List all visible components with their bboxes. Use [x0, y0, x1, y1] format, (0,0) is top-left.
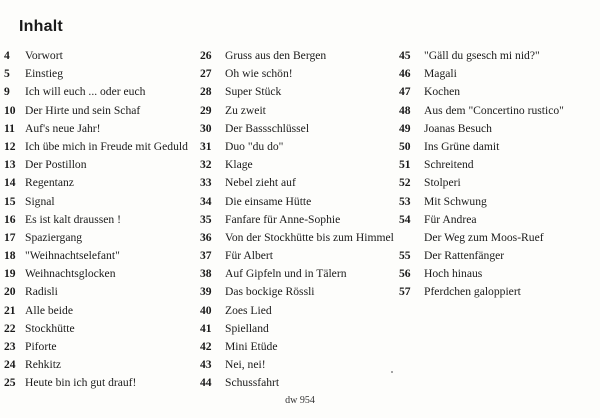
toc-entry — [200, 302, 400, 320]
page-number: 38 — [200, 267, 212, 281]
piece-title: Aus dem "Concertino rustico" — [424, 103, 564, 117]
piece-title: Ich will euch ... oder euch — [25, 85, 146, 99]
toc-column-2 — [200, 47, 400, 393]
page-number: 53 — [399, 194, 411, 208]
page-number: 36 — [200, 230, 212, 244]
piece-title: Mit Schwung — [424, 194, 487, 208]
piece-title: Ins Grüne damit — [424, 139, 500, 153]
piece-title: Regentanz — [25, 176, 74, 190]
toc-column-3 — [399, 47, 599, 302]
page-number: 45 — [399, 49, 411, 62]
piece-title: Auf Gipfeln und in Tälern — [225, 267, 347, 281]
piece-title: Der Hirte und sein Schaf — [25, 103, 141, 117]
page-number: 40 — [200, 303, 212, 317]
page-number: 51 — [399, 158, 411, 172]
piece-title: Magali — [424, 67, 457, 81]
page-number: 39 — [200, 285, 212, 299]
toc-entry — [4, 338, 194, 356]
page-number: 18 — [4, 249, 16, 263]
piece-title: Es ist kalt draussen ! — [25, 212, 121, 226]
toc-entry — [4, 174, 194, 192]
piece-title: Die einsame Hütte — [225, 194, 312, 208]
toc-entry — [200, 65, 400, 83]
toc-entry — [200, 374, 400, 392]
piece-title: Oh wie schön! — [225, 67, 293, 81]
page-number: 32 — [200, 158, 212, 172]
toc-entry — [4, 302, 194, 320]
piece-title: Signal — [25, 194, 55, 208]
toc-entry — [4, 102, 194, 120]
page-number: 28 — [200, 85, 212, 99]
toc-entry — [200, 120, 400, 138]
piece-title: Von der Stockhütte bis zum Himmel — [225, 230, 394, 244]
piece-title: Spielland — [225, 321, 269, 335]
toc-entry — [200, 338, 400, 356]
toc-entry — [200, 174, 400, 192]
piece-title: Schreitend — [424, 158, 474, 172]
piece-title: Der Weg zum Moos-Ruef — [424, 230, 544, 244]
page-number: 48 — [399, 103, 411, 117]
toc-entry — [200, 320, 400, 338]
page-number: 30 — [200, 121, 212, 135]
piece-title: Der Postillon — [25, 158, 87, 172]
toc-entry — [200, 265, 400, 283]
toc-entry — [399, 283, 599, 301]
piece-title: Der Bassschlüssel — [225, 121, 310, 135]
page-number: 15 — [4, 194, 16, 208]
page-number: 56 — [399, 267, 411, 281]
page-number: 49 — [399, 121, 411, 135]
page-number: 34 — [200, 194, 212, 208]
page-number: 26 — [200, 49, 212, 62]
page-number: 31 — [200, 139, 212, 153]
piece-title: Rehkitz — [25, 358, 62, 372]
page-number: 55 — [399, 249, 411, 263]
page-number: 19 — [4, 267, 16, 281]
toc-entry — [399, 65, 599, 83]
piece-title: Pferdchen galoppiert — [424, 285, 521, 299]
page-number: 27 — [200, 67, 212, 81]
paper-speck — [391, 371, 393, 373]
page-number: 12 — [4, 139, 16, 153]
page-title: Inhalt — [19, 18, 63, 35]
toc-entry — [4, 374, 194, 392]
piece-title: Stockhütte — [25, 321, 75, 335]
toc-entry — [399, 211, 599, 229]
piece-title: Spaziergang — [25, 230, 83, 244]
page-number: 52 — [399, 176, 411, 190]
piece-title: Piforte — [25, 340, 57, 353]
toc-column-1 — [4, 47, 194, 393]
page-number: 29 — [200, 103, 212, 117]
toc-entry — [4, 65, 194, 83]
piece-title: Heute bin ich gut drauf! — [25, 376, 137, 390]
piece-title: Klage — [225, 158, 253, 172]
toc-entry — [200, 283, 400, 301]
page-number: 17 — [4, 230, 16, 244]
page-number: 25 — [4, 376, 16, 390]
piece-title: Kochen — [424, 85, 461, 99]
piece-title: Das bockige Rössli — [225, 285, 315, 299]
toc-entry — [399, 120, 599, 138]
toc-entry — [200, 83, 400, 101]
toc-entry — [399, 156, 599, 174]
piece-title: Zu zweit — [225, 103, 266, 117]
piece-title: Alle beide — [25, 303, 73, 317]
toc-entry — [399, 247, 599, 265]
page-number: 21 — [4, 303, 16, 317]
toc-entry — [4, 156, 194, 174]
toc-entry — [399, 83, 599, 101]
page-number: 54 — [399, 212, 411, 226]
toc-entry — [4, 229, 194, 247]
toc-entry — [399, 174, 599, 192]
page-number: 5 — [4, 67, 10, 81]
piece-title: Ich übe mich in Freude mit Geduld — [25, 139, 188, 153]
piece-title: "Gäll du gsesch mi nid?" — [424, 49, 540, 62]
toc-entry — [4, 283, 194, 301]
piece-title: Einstieg — [25, 67, 63, 81]
page-number: 9 — [4, 85, 10, 99]
toc-entry — [4, 265, 194, 283]
toc-entry — [4, 193, 194, 211]
piece-title: Joanas Besuch — [424, 121, 492, 135]
piece-title: Nei, nei! — [225, 358, 266, 372]
page-number: 13 — [4, 158, 16, 172]
page-number: 23 — [4, 340, 16, 353]
piece-title: Radisli — [25, 285, 58, 299]
toc-entry — [399, 47, 599, 65]
toc-entry — [4, 356, 194, 374]
piece-title: Duo "du do" — [225, 139, 284, 153]
page-number: 57 — [399, 285, 411, 299]
toc-entry — [399, 193, 599, 211]
page-number: 20 — [4, 285, 16, 299]
piece-title: Vorwort — [25, 49, 63, 62]
piece-title: Der Rattenfänger — [424, 249, 505, 263]
toc-entry — [200, 102, 400, 120]
toc-entry — [4, 120, 194, 138]
toc-entry — [200, 211, 400, 229]
piece-title: Für Andrea — [424, 212, 477, 226]
page-number: 14 — [4, 176, 16, 190]
toc-entry — [200, 138, 400, 156]
toc-entry — [200, 47, 400, 65]
page-number: 44 — [200, 376, 212, 390]
piece-title: Auf's neue Jahr! — [25, 121, 101, 135]
page-number: 33 — [200, 176, 212, 190]
piece-title: Weihnachtsglocken — [25, 267, 116, 281]
page-number: 50 — [399, 139, 411, 153]
toc-entry — [4, 247, 194, 265]
toc-entry — [399, 265, 599, 283]
piece-title: Gruss aus den Bergen — [225, 49, 327, 62]
toc-entry — [399, 138, 599, 156]
toc-entry — [4, 138, 194, 156]
toc-entry — [4, 83, 194, 101]
page-number: 46 — [399, 67, 411, 81]
page-number: 4 — [4, 49, 10, 62]
toc-entry — [200, 229, 400, 247]
piece-title: Hoch hinaus — [424, 267, 483, 281]
piece-title: Nebel zieht auf — [225, 176, 296, 190]
toc-entry — [200, 247, 400, 265]
page-number: 10 — [4, 103, 16, 117]
piece-title: Schussfahrt — [225, 376, 280, 390]
page-number: 16 — [4, 212, 16, 226]
toc-entry — [4, 211, 194, 229]
page-number: 35 — [200, 212, 212, 226]
page-number: 43 — [200, 358, 212, 372]
toc-entry — [200, 356, 400, 374]
page-number: 42 — [200, 340, 212, 353]
toc-entry — [399, 229, 599, 247]
page-number: 22 — [4, 321, 16, 335]
toc-entry — [200, 156, 400, 174]
piece-title: Mini Etüde — [225, 340, 278, 353]
piece-title: "Weihnachtselefant" — [25, 249, 120, 263]
toc-entry — [200, 193, 400, 211]
page-number: 47 — [399, 85, 411, 99]
piece-title: Zoes Lied — [225, 303, 272, 317]
toc-entry — [399, 102, 599, 120]
toc-entry — [4, 47, 194, 65]
piece-title: Für Albert — [225, 249, 273, 263]
piece-title: Fanfare für Anne-Sophie — [225, 212, 341, 226]
page-number: 24 — [4, 358, 16, 372]
toc-entry — [4, 320, 194, 338]
page-number: 11 — [4, 121, 15, 135]
piece-title: Super Stück — [225, 85, 282, 99]
catalog-number: dw 954 — [285, 395, 315, 406]
page-number: 41 — [200, 321, 212, 335]
piece-title: Stolperi — [424, 176, 461, 190]
page-number: 37 — [200, 249, 212, 263]
